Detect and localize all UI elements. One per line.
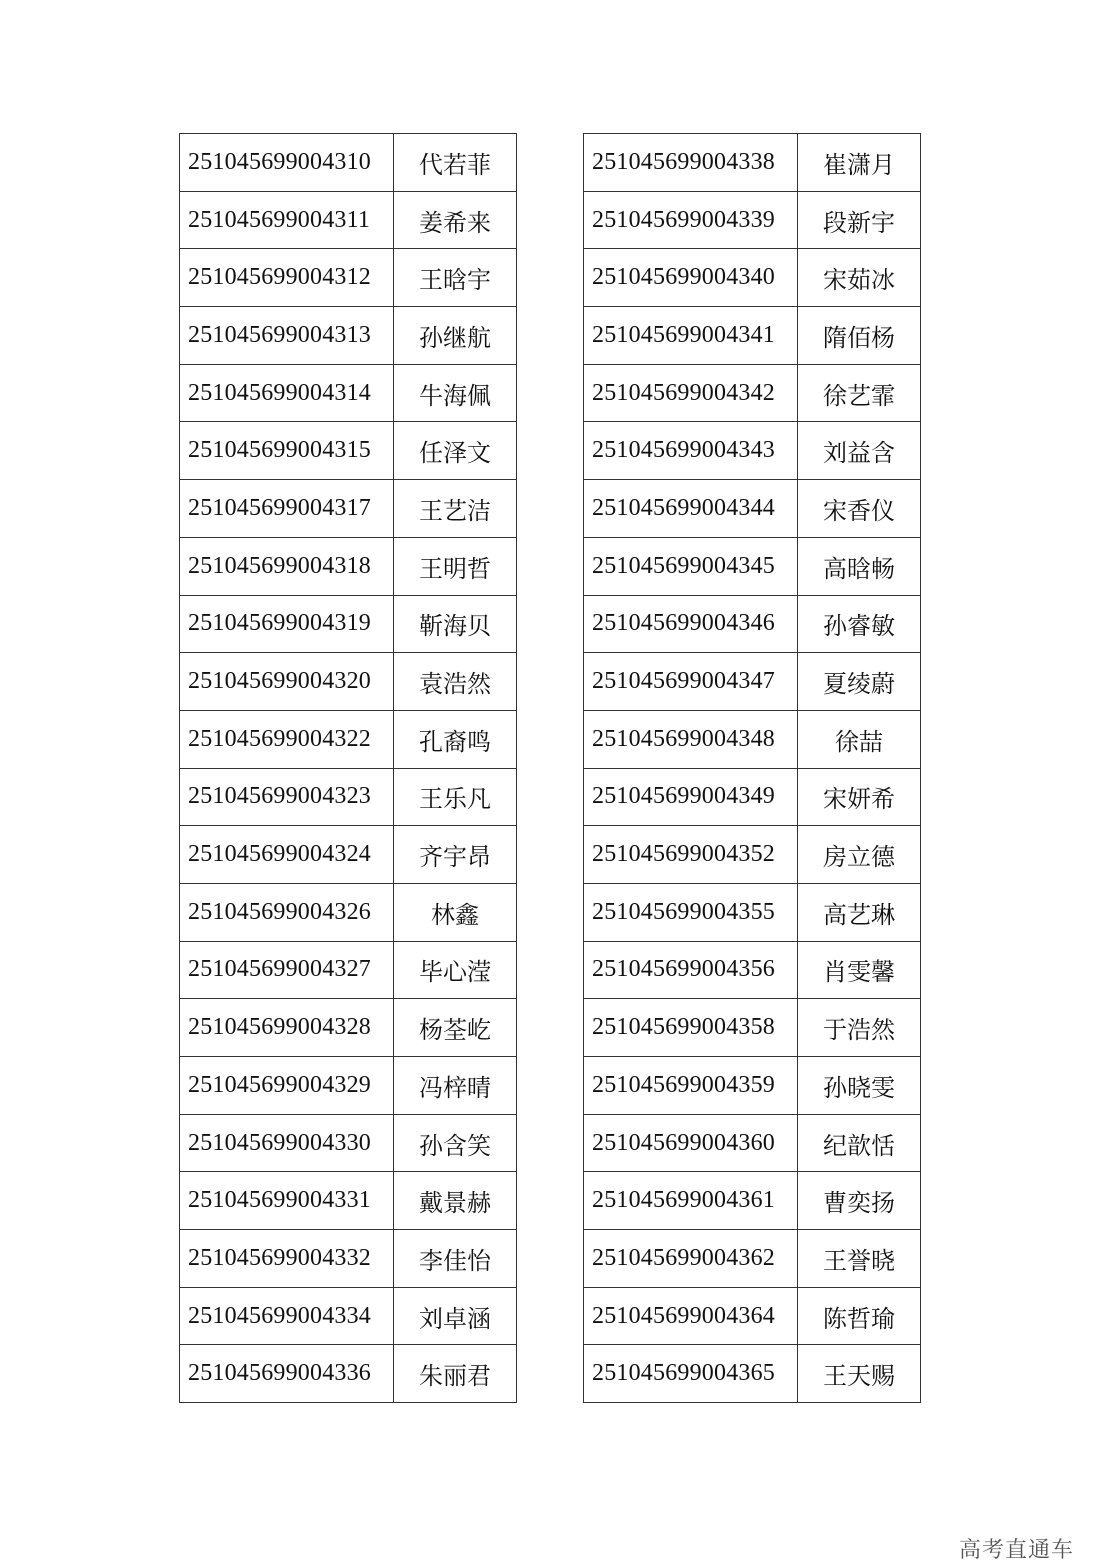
table-row: [180, 480, 517, 538]
candidate-id-cell: 251045699004330: [180, 1114, 394, 1172]
candidate-name-cell: 宋茹冰: [798, 249, 921, 307]
candidate-id-cell: 251045699004310: [180, 134, 394, 192]
candidate-id-cell: 251045699004336: [180, 1345, 394, 1403]
candidate-id-cell: 251045699004356: [584, 941, 798, 999]
candidate-name-cell: 冯梓晴: [394, 1057, 517, 1115]
candidate-id-cell: 251045699004343: [584, 422, 798, 480]
table-row: [584, 1230, 921, 1288]
candidate-name-cell: 朱丽君: [394, 1345, 517, 1403]
candidate-name-cell: 戴景赫: [394, 1172, 517, 1230]
candidate-name-cell: 肖雯馨: [798, 941, 921, 999]
candidate-name-cell: 孙睿敏: [798, 595, 921, 653]
candidate-id-cell: 251045699004328: [180, 999, 394, 1057]
candidate-name-cell: 宋香仪: [798, 480, 921, 538]
candidate-id-cell: 251045699004341: [584, 307, 798, 365]
candidate-name-cell: 王誉晓: [798, 1230, 921, 1288]
candidate-name-cell: 林鑫: [394, 883, 517, 941]
candidate-id-cell: 251045699004365: [584, 1345, 798, 1403]
table-row: [180, 710, 517, 768]
candidate-id-cell: 251045699004344: [584, 480, 798, 538]
candidate-name-cell: 任泽文: [394, 422, 517, 480]
table-row: [584, 710, 921, 768]
candidate-id-cell: 251045699004331: [180, 1172, 394, 1230]
table-row: [180, 307, 517, 365]
table-row: [180, 1345, 517, 1403]
table-row: [180, 1057, 517, 1115]
table-row: [584, 1114, 921, 1172]
candidate-name-cell: 靳海贝: [394, 595, 517, 653]
candidate-id-cell: 251045699004338: [584, 134, 798, 192]
candidate-name-cell: 于浩然: [798, 999, 921, 1057]
table-row: [584, 422, 921, 480]
table-row: [584, 1057, 921, 1115]
candidate-name-cell: 纪歆恬: [798, 1114, 921, 1172]
table-row: [584, 191, 921, 249]
candidate-name-cell: 陈哲瑜: [798, 1287, 921, 1345]
candidate-name-cell: 袁浩然: [394, 653, 517, 711]
candidate-id-cell: 251045699004318: [180, 537, 394, 595]
candidate-name-cell: 崔潇月: [798, 134, 921, 192]
table-row: [180, 134, 517, 192]
candidate-name-cell: 隋佰杨: [798, 307, 921, 365]
candidate-id-cell: 251045699004364: [584, 1287, 798, 1345]
candidate-id-cell: 251045699004317: [180, 480, 394, 538]
table-row: [180, 595, 517, 653]
table-row: [584, 999, 921, 1057]
table-row: [180, 364, 517, 422]
table-row: [180, 191, 517, 249]
table-row: [180, 422, 517, 480]
candidate-name-cell: 牛海佩: [394, 364, 517, 422]
table-row: [584, 941, 921, 999]
candidate-id-cell: 251045699004359: [584, 1057, 798, 1115]
candidate-name-cell: 夏绫蔚: [798, 653, 921, 711]
candidate-id-cell: 251045699004347: [584, 653, 798, 711]
table-row: [584, 595, 921, 653]
table-row: [584, 826, 921, 884]
candidate-name-cell: 齐宇昂: [394, 826, 517, 884]
candidate-name-cell: 王晗宇: [394, 249, 517, 307]
candidate-id-cell: 251045699004346: [584, 595, 798, 653]
candidate-id-cell: 251045699004361: [584, 1172, 798, 1230]
candidate-id-cell: 251045699004311: [180, 191, 394, 249]
table-row: [584, 1287, 921, 1345]
table-row: [180, 537, 517, 595]
candidate-id-cell: 251045699004358: [584, 999, 798, 1057]
watermark-text: 高考直通车: [958, 1538, 1074, 1563]
candidate-name-cell: 段新宇: [798, 191, 921, 249]
table-row: [584, 768, 921, 826]
candidate-id-cell: 251045699004340: [584, 249, 798, 307]
candidate-id-cell: 251045699004322: [180, 710, 394, 768]
candidate-id-cell: 251045699004315: [180, 422, 394, 480]
candidate-name-cell: 王明哲: [394, 537, 517, 595]
table-row: [584, 1172, 921, 1230]
roster-table-left-body: [180, 134, 517, 1403]
candidate-id-cell: 251045699004314: [180, 364, 394, 422]
candidate-id-cell: 251045699004362: [584, 1230, 798, 1288]
candidate-id-cell: 251045699004334: [180, 1287, 394, 1345]
candidate-id-cell: 251045699004324: [180, 826, 394, 884]
candidate-name-cell: 姜希来: [394, 191, 517, 249]
candidate-id-cell: 251045699004327: [180, 941, 394, 999]
candidate-id-cell: 251045699004312: [180, 249, 394, 307]
candidate-name-cell: 孔裔鸣: [394, 710, 517, 768]
table-row: [584, 537, 921, 595]
table-row: [180, 883, 517, 941]
table-row: [584, 1345, 921, 1403]
candidate-name-cell: 高晗畅: [798, 537, 921, 595]
candidate-id-cell: 251045699004348: [584, 710, 798, 768]
table-row: [180, 249, 517, 307]
table-row: [180, 1172, 517, 1230]
candidate-name-cell: 王艺洁: [394, 480, 517, 538]
candidate-id-cell: 251045699004349: [584, 768, 798, 826]
candidate-id-cell: 251045699004339: [584, 191, 798, 249]
candidate-id-cell: 251045699004332: [180, 1230, 394, 1288]
table-row: [180, 1230, 517, 1288]
candidate-id-cell: 251045699004313: [180, 307, 394, 365]
candidate-name-cell: 孙含笑: [394, 1114, 517, 1172]
table-row: [180, 999, 517, 1057]
table-row: [180, 941, 517, 999]
candidate-name-cell: 徐艺霏: [798, 364, 921, 422]
candidate-name-cell: 宋妍希: [798, 768, 921, 826]
candidate-id-cell: 251045699004355: [584, 883, 798, 941]
candidate-name-cell: 杨荃屹: [394, 999, 517, 1057]
roster-table-right: [583, 133, 921, 1403]
candidate-id-cell: 251045699004323: [180, 768, 394, 826]
table-row: [180, 826, 517, 884]
candidate-name-cell: 刘卓涵: [394, 1287, 517, 1345]
table-row: [180, 1114, 517, 1172]
candidate-name-cell: 房立德: [798, 826, 921, 884]
candidate-name-cell: 孙继航: [394, 307, 517, 365]
candidate-id-cell: 251045699004352: [584, 826, 798, 884]
table-row: [584, 364, 921, 422]
roster-table-right-body: [584, 134, 921, 1403]
candidate-name-cell: 王天赐: [798, 1345, 921, 1403]
table-row: [584, 883, 921, 941]
table-row: [180, 768, 517, 826]
candidate-name-cell: 曹奕扬: [798, 1172, 921, 1230]
roster-table-left: [179, 133, 517, 1403]
table-row: [180, 653, 517, 711]
candidate-name-cell: 代若菲: [394, 134, 517, 192]
table-row: [584, 134, 921, 192]
candidate-id-cell: 251045699004319: [180, 595, 394, 653]
candidate-name-cell: 李佳怡: [394, 1230, 517, 1288]
candidate-id-cell: 251045699004360: [584, 1114, 798, 1172]
candidate-name-cell: 高艺琳: [798, 883, 921, 941]
candidate-name-cell: 刘益含: [798, 422, 921, 480]
candidate-id-cell: 251045699004329: [180, 1057, 394, 1115]
table-row: [584, 249, 921, 307]
candidate-id-cell: 251045699004320: [180, 653, 394, 711]
candidate-id-cell: 251045699004342: [584, 364, 798, 422]
candidate-name-cell: 孙晓雯: [798, 1057, 921, 1115]
table-row: [584, 480, 921, 538]
candidate-id-cell: 251045699004326: [180, 883, 394, 941]
table-row: [180, 1287, 517, 1345]
table-row: [584, 653, 921, 711]
table-row: [584, 307, 921, 365]
candidate-name-cell: 王乐凡: [394, 768, 517, 826]
candidate-name-cell: 徐喆: [798, 710, 921, 768]
candidate-id-cell: 251045699004345: [584, 537, 798, 595]
candidate-name-cell: 毕心滢: [394, 941, 517, 999]
